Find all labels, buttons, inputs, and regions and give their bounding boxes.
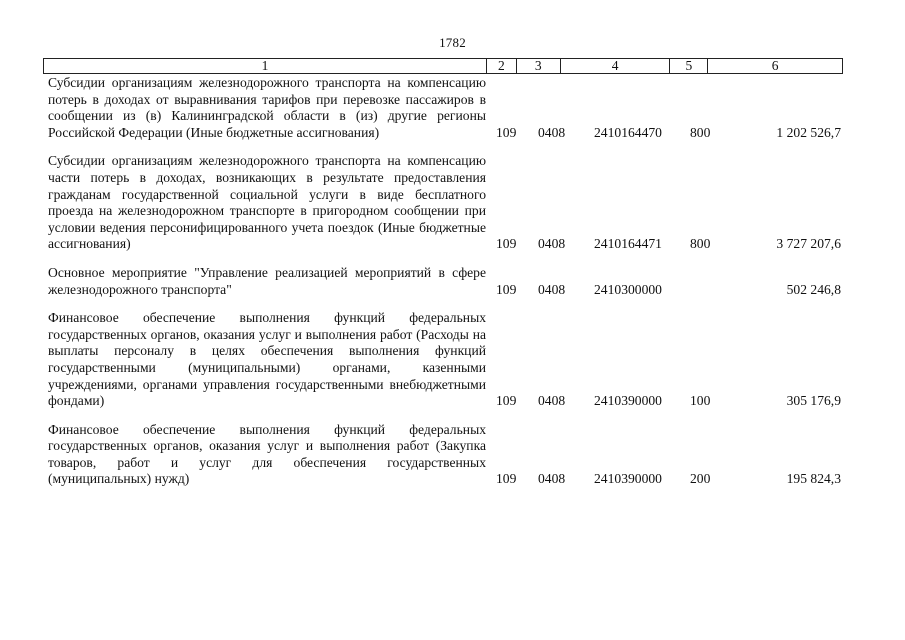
row-ministry-code: 109	[496, 393, 517, 409]
column-header-6: 6	[771, 58, 779, 73]
row-section-code: 0408	[538, 281, 566, 297]
row-section-code: 0408	[538, 124, 566, 140]
row-target-code: 2410164471	[594, 236, 662, 252]
column-header-4: 4	[561, 59, 671, 73]
row-amount: 195 824,3	[786, 471, 841, 487]
table-row	[48, 422, 848, 488]
row-description: Субсидии организациям железнодорожного транспорта на компенсацию части потерь в доходах, возникающих в результате предоставления гражданам государственной социальной услуги в виде бесплатного проезда на железнодорожном транспорте в пригородном сообщении при условии ведения персонифицированного учета поездок (Иные бюджетные ассигнования)	[48, 153, 486, 252]
row-section-code: 0408	[538, 236, 566, 252]
row-expense-type: 800	[690, 236, 711, 252]
table-row	[48, 75, 848, 141]
row-expense-type: 100	[690, 393, 711, 409]
row-ministry-code: 109	[496, 281, 517, 297]
row-description: Основное мероприятие "Управление реализацией мероприятий в сфере железнодорожного транспорта"	[48, 264, 486, 297]
row-ministry-code: 109	[496, 236, 517, 252]
row-expense-type: 800	[690, 124, 711, 140]
row-section-code: 0408	[538, 471, 566, 487]
column-header-1: 1	[44, 59, 487, 73]
table-row	[48, 310, 848, 410]
table-row	[48, 265, 848, 298]
column-header-row	[43, 58, 843, 74]
budget-table-body	[48, 75, 848, 488]
table-row	[48, 153, 848, 253]
row-section-code: 0408	[538, 393, 566, 409]
column-header-2: 2	[487, 59, 517, 73]
row-target-code: 2410164470	[594, 124, 662, 140]
row-description: Финансовое обеспечение выполнения функций федеральных государственных органов, оказания услуг и выполнения работ (Закупка товаров, работ и услуг для обеспечения государственных (муниципальных) нужд)	[48, 421, 486, 487]
row-target-code: 2410390000	[594, 393, 662, 409]
column-header-3: 3	[517, 59, 561, 73]
row-ministry-code: 109	[496, 471, 517, 487]
row-description: Финансовое обеспечение выполнения функций федеральных государственных органов, оказания услуг и выполнения работ (Расходы на выплаты персоналу в целях обеспечения выполнения функций государственными (муниципальными) органами, казенными учреждениями, органами управления государственными внебюджетными фондами)	[48, 310, 486, 409]
row-description: Субсидии организациям железнодорожного транспорта на компенсацию потерь в доходах от выравнивания тарифов при перевозке пассажиров в сообщении из (в) Калининградской области в (из) другие регионы Российской Федерации (Иные бюджетные ассигнования)	[48, 75, 486, 140]
column-header-5: 5	[670, 59, 708, 73]
row-amount: 1 202 526,7	[776, 124, 841, 140]
row-amount: 502 246,8	[786, 281, 841, 297]
row-expense-type: 200	[690, 471, 711, 487]
row-amount: 3 727 207,6	[776, 236, 841, 252]
row-ministry-code: 109	[496, 124, 517, 140]
row-target-code: 2410390000	[594, 471, 662, 487]
row-amount: 305 176,9	[786, 393, 841, 409]
page-number: 1782	[439, 35, 466, 50]
row-target-code: 2410300000	[594, 281, 662, 297]
